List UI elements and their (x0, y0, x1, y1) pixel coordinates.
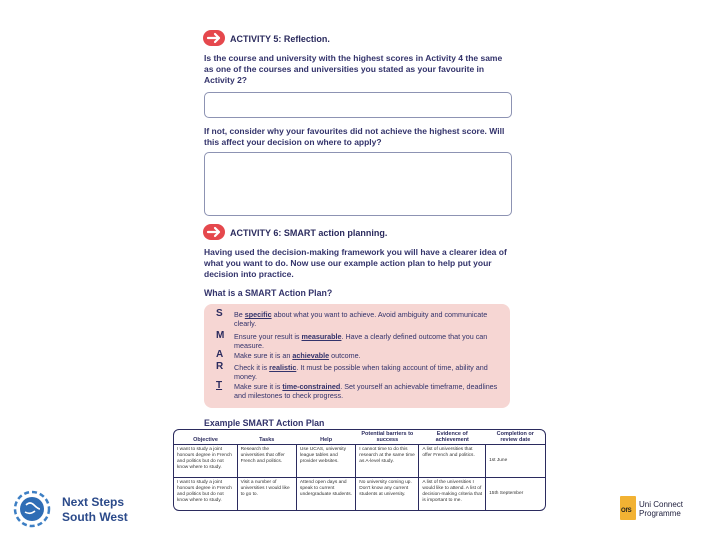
table-cell: A list of universities that offer French and politics. (419, 445, 486, 478)
table-row (174, 478, 545, 510)
column-header: Potential barriers to success (356, 430, 419, 445)
table-cell: Use UCAS, university league tables and provider websites. (296, 445, 355, 478)
table-cell: 15th September (486, 478, 545, 510)
smart-letter: S (216, 308, 223, 319)
globe-icon (12, 489, 52, 529)
table-cell: Visit a number of universities I would like to go to. (237, 478, 296, 510)
column-header: Help (296, 430, 355, 445)
table-cell: 1st June (486, 445, 545, 478)
uni-connect-logo (620, 496, 710, 522)
table-row (174, 445, 545, 478)
answer-box-1[interactable] (204, 92, 512, 118)
table-header-row (174, 430, 545, 445)
smart-box: S Be specific about what you want to achieve. Avoid ambiguity and communicate clearly. M Ensure your result is measurable. Have a clearly defined outcome that you can measure. A Make sure it is an achievable outcome. R Check it is realistic. It must be possible when taking account of time, ability and money. T Make sure it is time-constrained. Set yourself an achievable timeframe, deadlines and milestones to check progress. (204, 304, 510, 408)
activity6-intro: Having used the decision-making framework you will have a clearer idea of what you want to do. Now use our example action plan to help put your decision into practice. (204, 247, 507, 279)
column-header: Completion or review date (486, 430, 545, 445)
logo-line2: South West (62, 510, 128, 524)
arrow-right-icon (203, 30, 225, 46)
column-header: Tasks (237, 430, 296, 445)
activity5-question2: If not, consider why your favourites did not achieve the highest score. Will this affect your decision on where to apply? (204, 126, 505, 147)
smart-heading: What is a SMART Action Plan? (204, 288, 333, 298)
table-cell: No university coming up. Don't know any current students at university. (356, 478, 419, 510)
ofs-badge: OfS (620, 496, 636, 520)
column-header: Evidence of achievement (419, 430, 486, 445)
smart-letter: A (216, 349, 224, 360)
table-cell: I want to study a joint honours degree in French and politics but do not know where to study. (174, 445, 237, 478)
plan-heading: Example SMART Action Plan (204, 418, 325, 428)
table-cell: I want to study a joint honours degree in French and politics but do not know where to study. (174, 478, 237, 510)
table-cell: I cannot time to do this research at the same time as A-level study. (356, 445, 419, 478)
activity5-title: ACTIVITY 5: Reflection. (230, 34, 330, 44)
activity5-question1: Is the course and university with the highest scores in Activity 4 the same as one of the courses and universities you stated as your favourite in Activity 2? (204, 53, 503, 85)
logo-right-line2: Programme (639, 509, 681, 518)
smart-letter: M (216, 330, 225, 341)
smart-letter: R (216, 361, 224, 372)
logo-right-line1: Uni Connect (639, 500, 684, 509)
next-steps-logo (12, 489, 152, 529)
table-cell: Attend open days and speak to current undergraduate students. (296, 478, 355, 510)
answer-box-2[interactable] (204, 152, 512, 216)
column-header: Objective (174, 430, 237, 445)
smart-letter: T (216, 380, 223, 391)
table-cell: Research the universities that offer French and politics. (237, 445, 296, 478)
logo-line1: Next Steps (62, 495, 125, 509)
activity6-title: ACTIVITY 6: SMART action planning. (230, 228, 388, 238)
action-plan-table (173, 429, 546, 511)
arrow-right-icon (203, 224, 225, 240)
table-cell: A list of the universities I would like to attend. A list of decision-making criteria that is important to me. (419, 478, 486, 510)
